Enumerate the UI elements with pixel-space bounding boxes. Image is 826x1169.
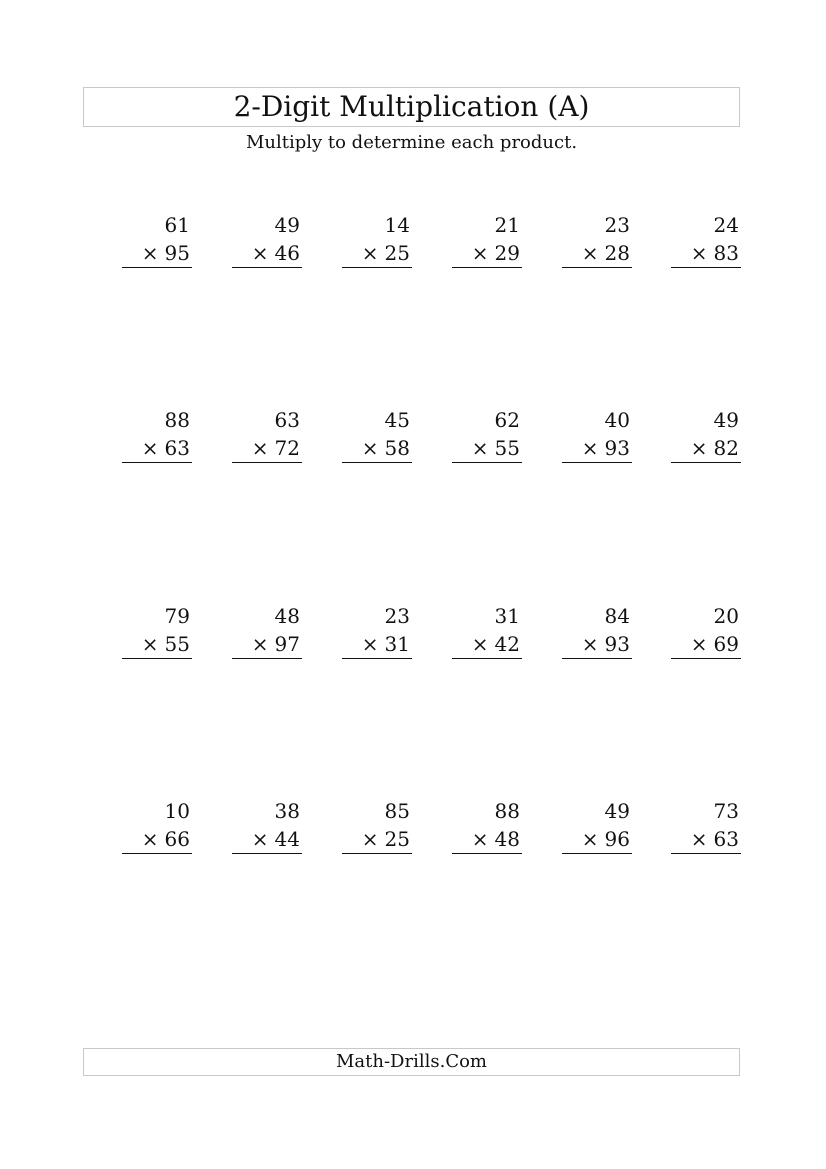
- multiplier-line: [342, 239, 412, 268]
- worksheet-title: 2-Digit Multiplication (A): [83, 87, 740, 127]
- multiplier-line: [232, 630, 302, 659]
- multiply-sign: ×: [471, 827, 489, 851]
- multiply-sign: ×: [361, 827, 379, 851]
- multiplier: 55: [164, 632, 190, 656]
- multiplier: 28: [604, 241, 630, 265]
- multiply-sign: ×: [690, 827, 708, 851]
- multiplier-line: [562, 825, 632, 854]
- multiplicand: 49: [713, 408, 739, 432]
- multiplier-line: [232, 434, 302, 463]
- multiplier: 83: [713, 241, 739, 265]
- multiplier-line: [122, 825, 192, 854]
- multiply-sign: ×: [581, 632, 599, 656]
- multiplicand: 49: [604, 799, 630, 823]
- multiplier-line: [562, 630, 632, 659]
- multiplier-line: [232, 825, 302, 854]
- multiplier: 25: [384, 827, 410, 851]
- multiplication-problem: [232, 406, 302, 466]
- multiplicand: 73: [713, 799, 739, 823]
- multiply-sign: ×: [581, 436, 599, 460]
- multiplier: 58: [384, 436, 410, 460]
- multiplicand: 79: [164, 604, 190, 628]
- multiplication-problem: [671, 602, 741, 662]
- multiplication-problem: [342, 211, 412, 271]
- multiplier-line: [122, 630, 192, 659]
- multiplier: 63: [713, 827, 739, 851]
- multiplier-line: [671, 434, 741, 463]
- multiply-sign: ×: [361, 241, 379, 265]
- multiplication-problem: [342, 602, 412, 662]
- multiplicand: 40: [604, 408, 630, 432]
- multiplicand: 48: [274, 604, 300, 628]
- multiply-sign: ×: [141, 632, 159, 656]
- multiplication-problem: [122, 797, 192, 857]
- multiply-sign: ×: [471, 241, 489, 265]
- multiplication-problem: [342, 406, 412, 466]
- multiplication-problem: [562, 406, 632, 466]
- multiplication-problem: [452, 602, 522, 662]
- multiplier-line: [122, 239, 192, 268]
- multiplicand: 85: [384, 799, 410, 823]
- multiply-sign: ×: [471, 632, 489, 656]
- multiplication-problem: [562, 797, 632, 857]
- multiplication-problem: [122, 211, 192, 271]
- multiply-sign: ×: [361, 436, 379, 460]
- multiplicand: 63: [274, 408, 300, 432]
- multiplier: 82: [713, 436, 739, 460]
- multiply-sign: ×: [581, 241, 599, 265]
- multiplier-line: [562, 239, 632, 268]
- multiply-sign: ×: [251, 632, 269, 656]
- multiplier-line: [122, 434, 192, 463]
- multiplier: 46: [274, 241, 300, 265]
- multiplicand: 84: [604, 604, 630, 628]
- multiplier-line: [452, 825, 522, 854]
- multiplier: 69: [713, 632, 739, 656]
- multiplier-line: [232, 239, 302, 268]
- multiplicand: 24: [713, 213, 739, 237]
- multiplication-problem: [671, 797, 741, 857]
- multiplier: 97: [274, 632, 300, 656]
- multiplication-problem: [452, 211, 522, 271]
- multiplier: 55: [494, 436, 520, 460]
- multiplication-problem: [452, 797, 522, 857]
- multiply-sign: ×: [690, 241, 708, 265]
- multiplication-problem: [562, 211, 632, 271]
- multiplicand: 21: [494, 213, 520, 237]
- multiplication-problem: [232, 211, 302, 271]
- multiply-sign: ×: [581, 827, 599, 851]
- multiplier-line: [671, 825, 741, 854]
- multiplier: 66: [164, 827, 190, 851]
- multiply-sign: ×: [251, 436, 269, 460]
- multiplier-line: [671, 630, 741, 659]
- instructions-text: Multiply to determine each product.: [245, 132, 578, 153]
- multiplier-line: [562, 434, 632, 463]
- multiplier-line: [342, 825, 412, 854]
- multiplicand: 38: [274, 799, 300, 823]
- multiplier: 48: [494, 827, 520, 851]
- multiplication-problem: [232, 602, 302, 662]
- multiplicand: 61: [164, 213, 190, 237]
- multiply-sign: ×: [141, 436, 159, 460]
- multiply-sign: ×: [141, 827, 159, 851]
- multiplier: 31: [384, 632, 410, 656]
- multiplier: 44: [274, 827, 300, 851]
- multiplicand: 88: [164, 408, 190, 432]
- multiply-sign: ×: [690, 632, 708, 656]
- footer-site-name: Math-Drills.Com: [83, 1048, 740, 1076]
- multiplicand: 62: [494, 408, 520, 432]
- multiplicand: 49: [274, 213, 300, 237]
- multiplicand: 10: [164, 799, 190, 823]
- multiply-sign: ×: [690, 436, 708, 460]
- multiplier-line: [452, 434, 522, 463]
- multiply-sign: ×: [361, 632, 379, 656]
- multiplicand: 88: [494, 799, 520, 823]
- multiplier-line: [671, 239, 741, 268]
- multiplication-problem: [452, 406, 522, 466]
- multiplier: 63: [164, 436, 190, 460]
- multiplicand: 23: [384, 604, 410, 628]
- multiplicand: 31: [494, 604, 520, 628]
- multiplier: 42: [494, 632, 520, 656]
- multiplication-problem: [232, 797, 302, 857]
- multiplier: 96: [604, 827, 630, 851]
- multiplication-problem: [122, 406, 192, 466]
- multiplicand: 23: [604, 213, 630, 237]
- multiplication-problem: [342, 797, 412, 857]
- multiplicand: 14: [384, 213, 410, 237]
- multiplicand: 45: [384, 408, 410, 432]
- multiplier-line: [452, 630, 522, 659]
- multiplier: 93: [604, 436, 630, 460]
- multiplication-problem: [671, 211, 741, 271]
- multiplier-line: [452, 239, 522, 268]
- multiplier-line: [342, 434, 412, 463]
- multiplier-line: [342, 630, 412, 659]
- multiplier: 25: [384, 241, 410, 265]
- multiplier: 29: [494, 241, 520, 265]
- multiply-sign: ×: [141, 241, 159, 265]
- multiply-sign: ×: [251, 241, 269, 265]
- multiplication-problem: [562, 602, 632, 662]
- multiplication-problem: [671, 406, 741, 466]
- multiplicand: 20: [713, 604, 739, 628]
- multiplication-problem: [122, 602, 192, 662]
- multiplier: 72: [274, 436, 300, 460]
- multiplier: 93: [604, 632, 630, 656]
- multiply-sign: ×: [251, 827, 269, 851]
- multiply-sign: ×: [471, 436, 489, 460]
- multiplier: 95: [164, 241, 190, 265]
